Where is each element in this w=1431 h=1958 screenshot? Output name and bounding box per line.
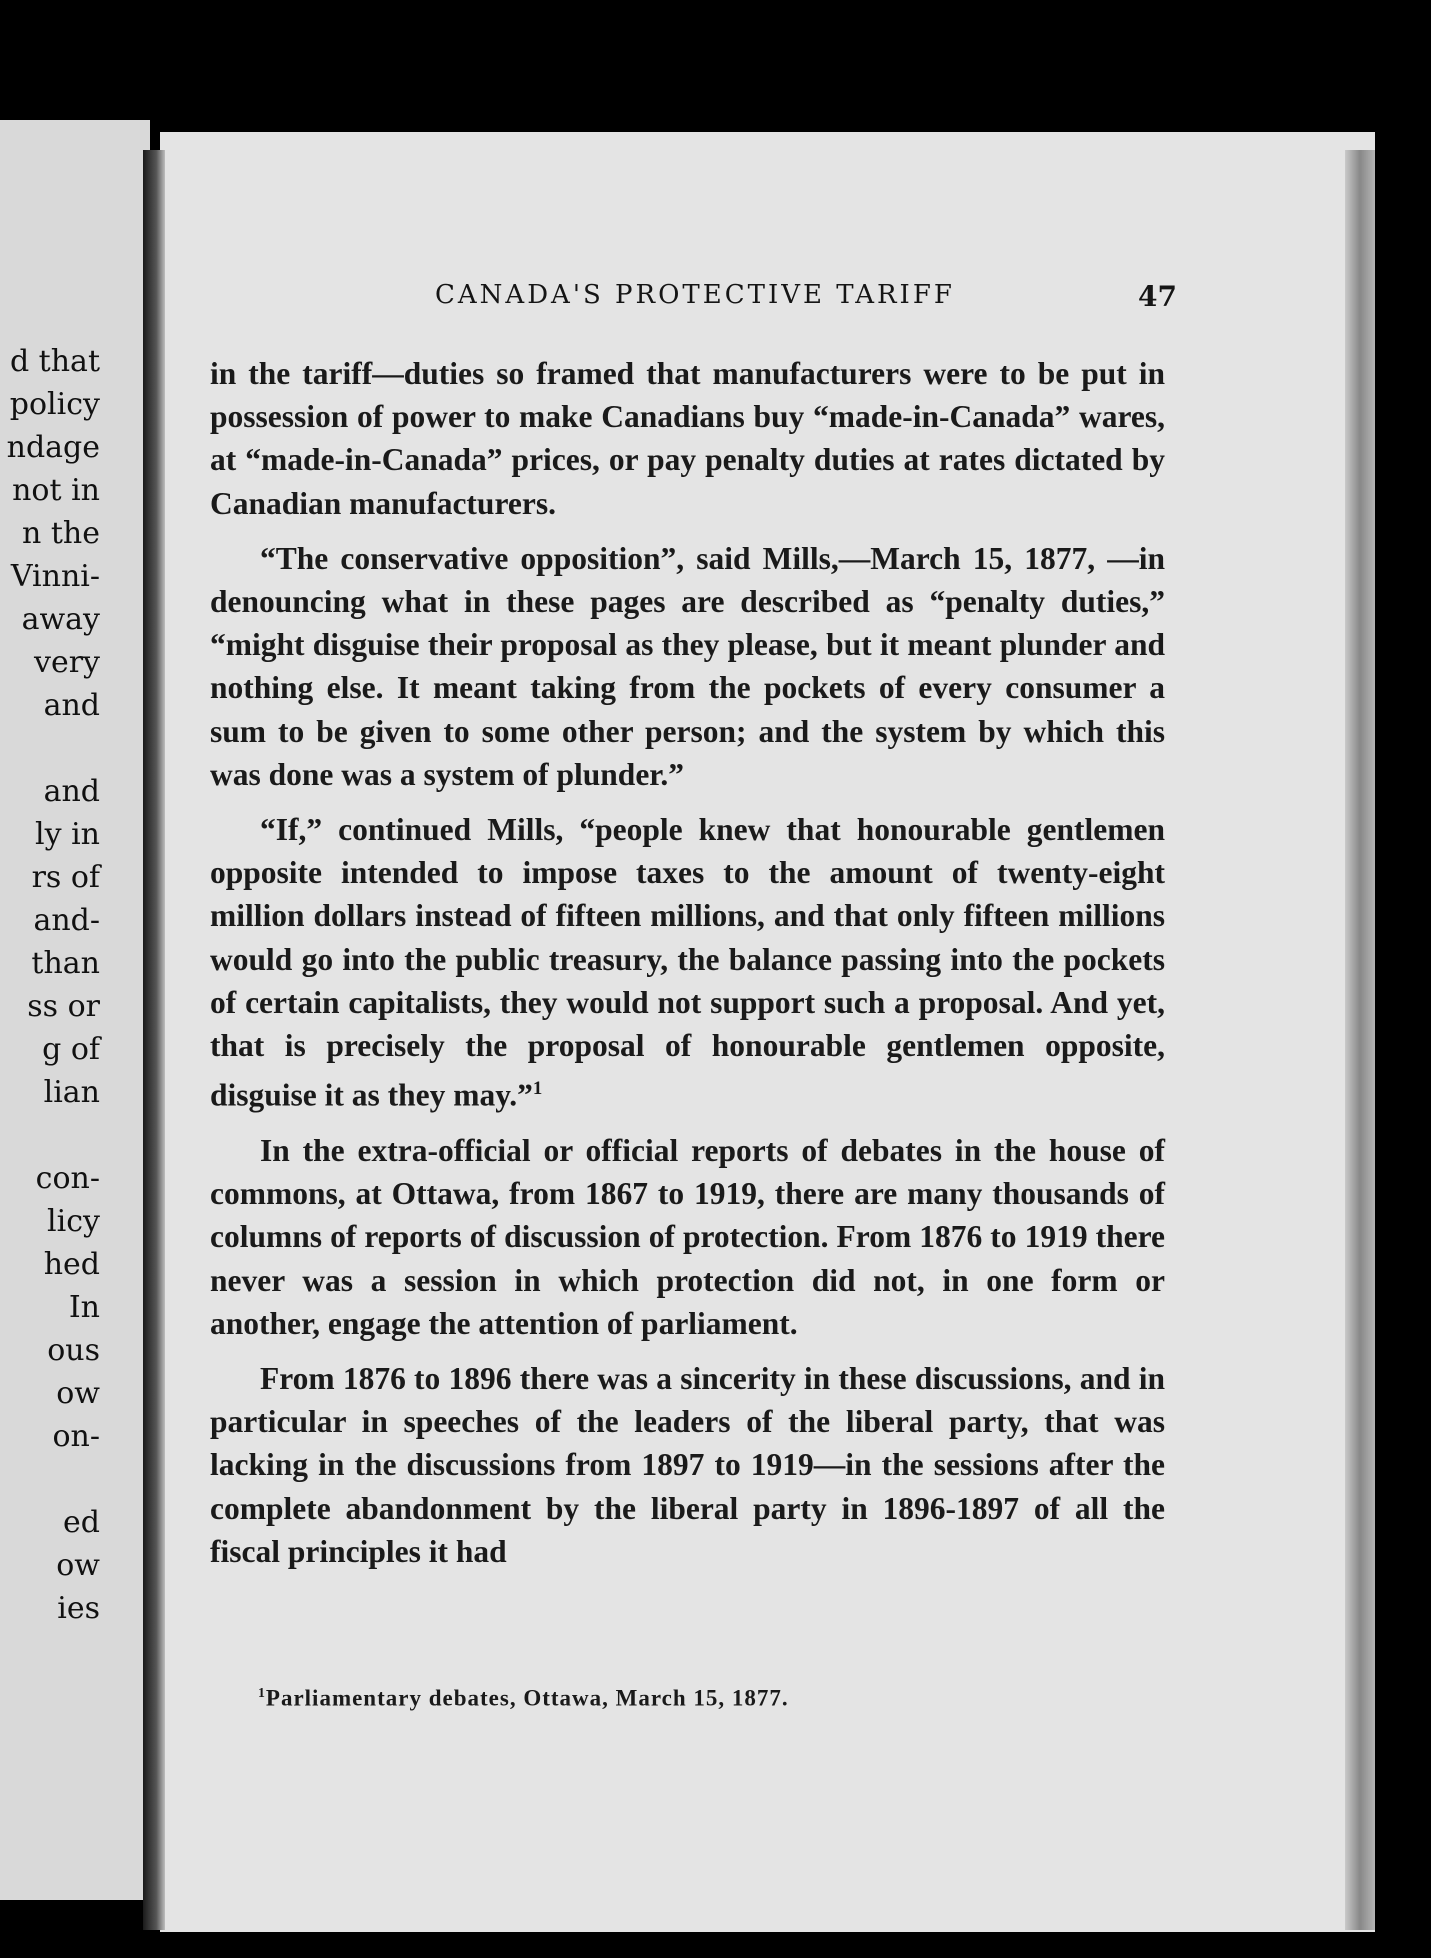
footnote-text: Parliamentary debates, Ottawa, March 15, 1877. — [265, 1685, 789, 1711]
footnote — [258, 1685, 789, 1712]
facing-page-line: licy — [47, 1204, 100, 1239]
facing-page-line: rs of — [31, 860, 100, 895]
page-number: 47 — [1138, 280, 1177, 313]
body-text — [210, 352, 1165, 1585]
facing-page-line: n the — [22, 516, 100, 551]
footnote-marker: 1 — [258, 1685, 266, 1700]
page-edge — [1345, 150, 1375, 1930]
paragraph: From 1876 to 1896 there was a sincerity in these discussions, and in particular in speeches of the leaders of the liberal party, that was lacking in the discussions from 1897 to 1919—in the sessions after the complete abandonment by the liberal party in 1896-1897 of all the fiscal principles it had — [210, 1360, 1165, 1569]
facing-page-line: ow — [56, 1376, 100, 1411]
facing-page-line: d that — [9, 344, 100, 379]
facing-page-text — [0, 340, 100, 1630]
facing-page-line: g of — [42, 1032, 100, 1067]
facing-page-line: on- — [52, 1419, 100, 1454]
facing-page-line: In — [68, 1290, 100, 1325]
facing-page-line: Vinni- — [10, 559, 100, 594]
facing-page-line: ous — [47, 1333, 100, 1368]
facing-page-line: and — [43, 688, 100, 723]
facing-page-line: not in — [12, 473, 100, 508]
facing-page-line — [0, 727, 100, 770]
footnote-reference: 1 — [532, 1078, 543, 1100]
facing-page-line: ies — [57, 1591, 100, 1626]
running-head: CANADA'S PROTECTIVE TARIFF — [435, 280, 955, 310]
paragraph: In the extra-official or official reports of debates in the house of commons, at Ottawa, from 1867 to 1919, there are many thousands of columns of reports of discussion of protection. From 1876 to 1919 there never was a session in which protection did not, in one form or another, engage the attention of parliament. — [210, 1132, 1165, 1341]
facing-page-line: ss or — [27, 989, 100, 1024]
facing-page-line: con- — [35, 1161, 100, 1196]
facing-page-line: and — [43, 774, 100, 809]
paragraph — [210, 808, 1165, 1117]
facing-page-line: ly in — [35, 817, 100, 852]
facing-page-line: than — [31, 946, 100, 981]
facing-page-line: policy — [9, 387, 100, 422]
facing-page-line: ed — [63, 1505, 100, 1540]
facing-page-line: ow — [56, 1548, 100, 1583]
paragraph-text: “If,” continued Mills, “people knew that honourable gentlemen opposite intended to impose taxes to the amount of twenty-eight million dollars instead of fifteen millions, and that only fifteen millions would go into the public treasury, the balance passing into the pockets of certain capitalists, they would not support such a proposal. And yet, that is precisely the proposal of honourable gentlemen opposite, disguise it as they may.” — [210, 812, 1165, 1113]
facing-page-line — [0, 1458, 100, 1501]
facing-page-line — [0, 1114, 100, 1157]
facing-page-line: very — [34, 645, 100, 680]
facing-page-line: away — [21, 602, 100, 637]
facing-page-line: hed — [43, 1247, 100, 1282]
book-gutter — [143, 150, 165, 1930]
facing-page-line: ndage — [6, 430, 100, 465]
paragraph: “The conservative opposition”, said Mills,—March 15, 1877, —in denouncing what in these pages are described as “penalty duties,” “might disguise their proposal as they please, but it meant plunder and nothing else. It meant taking from the pockets of every consumer a sum to be given to some other person; and the system by which this was done was a system of plunder.” — [210, 540, 1165, 792]
facing-page-line: and- — [33, 903, 100, 938]
paragraph: in the tariff—duties so framed that manufacturers were to be put in possession of power to make Canadians buy “made-in-Canada” wares, at “made-in-Canada” prices, or pay penalty duties at rates dictated by Canadian manufacturers. — [210, 356, 1165, 521]
facing-page-line: lian — [43, 1075, 100, 1110]
